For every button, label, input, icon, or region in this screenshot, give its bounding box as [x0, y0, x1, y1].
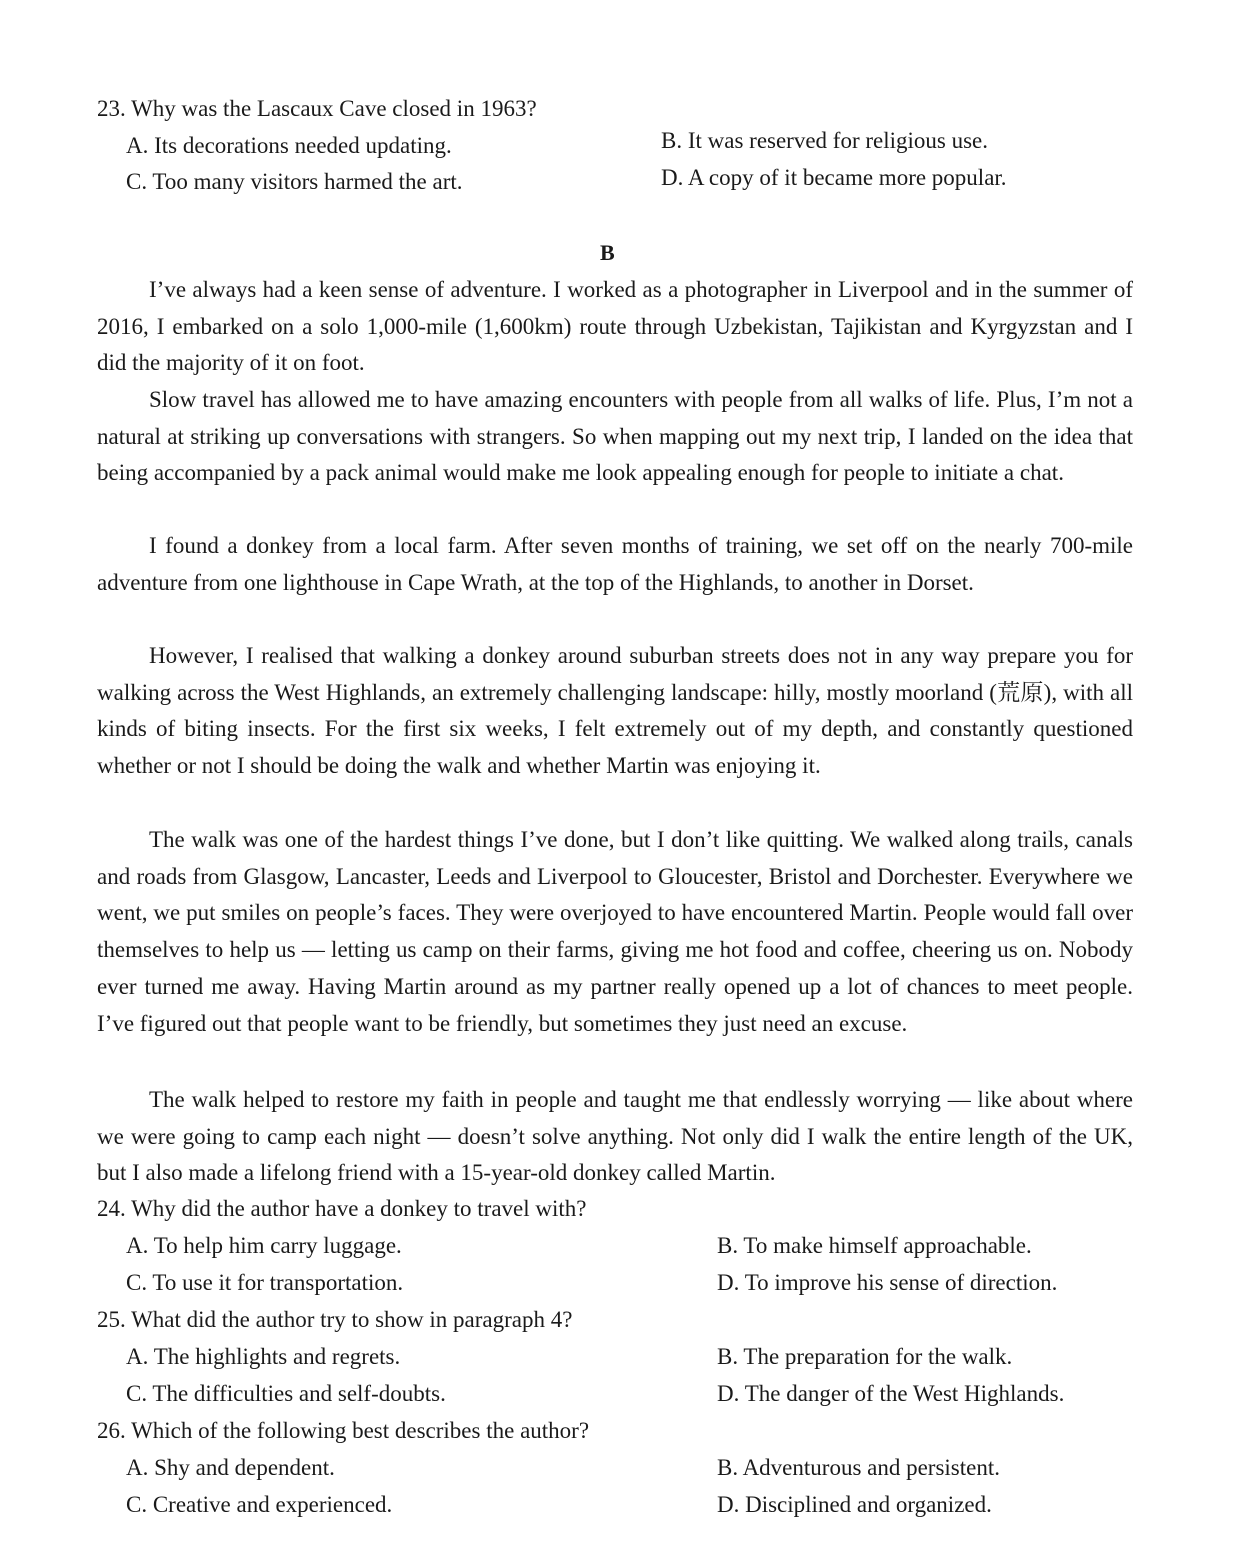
question-24-option-c: C. To use it for transportation.: [126, 1270, 404, 1295]
question-26-option-c: C. Creative and experienced.: [126, 1492, 393, 1517]
passage-paragraph-5: The walk was one of the hardest things I’ve done, but I don’t like quitting. We walked along trails, canals and roads from Glasgow, Lancaster, Leeds and Liverpool to Gloucester, Bristol and Dorchester. Everywhere we went, we put smiles on people’s faces. They were overjoyed to have encountered Martin. People would fall over themselves to help us — letting us camp on their farms, giving me hot food and coffee, cheering us on. Nobody ever turned me away. Having Martin around as my partner really opened up a lot of chances to meet people. I’ve figured out that people want to be friendly, but sometimes they just need an excuse.: [97, 827, 1133, 1036]
question-25-stem: 25. What did the author try to show in paragraph 4?: [97, 1307, 573, 1332]
question-26-option-b: B. Adventurous and persistent.: [717, 1455, 1000, 1480]
question-26-option-d: D. Disciplined and organized.: [717, 1492, 992, 1517]
question-23-option-b: B. It was reserved for religious use.: [661, 128, 989, 153]
question-23-stem: 23. Why was the Lascaux Cave closed in 1963?: [97, 96, 537, 121]
question-24-stem: 24. Why did the author have a donkey to travel with?: [97, 1196, 587, 1221]
passage-paragraph-4: However, I realised that walking a donkey around suburban streets does not in any way prepare you for walking across the West Highlands, an extremely challenging landscape: hilly, mostly moorland (荒原), with all kinds of biting insects. For the first six weeks, I felt extremely out of my depth, and constantly questioned whether or not I should be doing the walk and whether Martin was enjoying it.: [97, 643, 1133, 779]
passage-paragraph-6: The walk helped to restore my faith in people and taught me that endlessly worrying — like about where we were going to camp each night — doesn’t solve anything. Not only did I walk the entire length of the UK, but I also made a lifelong friend with a 15-year-old donkey called Martin.: [97, 1087, 1133, 1186]
question-26-stem: 26. Which of the following best describes the author?: [97, 1418, 590, 1443]
passage-paragraph-3: I found a donkey from a local farm. After seven months of training, we set off on the nearly 700-mile adventure from one lighthouse in Cape Wrath, at the top of the Highlands, to another in Dorset.: [97, 533, 1133, 595]
question-23-option-a: A. Its decorations needed updating.: [126, 133, 452, 158]
passage-title: B: [600, 240, 615, 265]
question-24-option-b: B. To make himself approachable.: [717, 1233, 1032, 1258]
question-25-option-d: D. The danger of the West Highlands.: [717, 1381, 1065, 1406]
question-26-option-a: A. Shy and dependent.: [126, 1455, 335, 1480]
passage-paragraph-1: I’ve always had a keen sense of adventure. I worked as a photographer in Liverpool and in the summer of 2016, I embarked on a solo 1,000-mile (1,600km) route through Uzbekistan, Tajikistan and Kyrgyzstan and I did the majority of it on foot.: [97, 277, 1133, 376]
question-23-option-d: D. A copy of it became more popular.: [661, 165, 1007, 190]
question-25-option-b: B. The preparation for the walk.: [717, 1344, 1013, 1369]
question-25-option-c: C. The difficulties and self-doubts.: [126, 1381, 446, 1406]
question-23-option-c: C. Too many visitors harmed the art.: [126, 169, 463, 194]
question-24-option-d: D. To improve his sense of direction.: [717, 1270, 1058, 1295]
question-24-option-a: A. To help him carry luggage.: [126, 1233, 402, 1258]
question-25-option-a: A. The highlights and regrets.: [126, 1344, 401, 1369]
passage-paragraph-2: Slow travel has allowed me to have amazing encounters with people from all walks of life. Plus, I’m not a natural at striking up conversations with strangers. So when mapping out my next trip, I landed on the idea that being accompanied by a pack animal would make me look appealing enough for people to initiate a chat.: [97, 387, 1133, 486]
